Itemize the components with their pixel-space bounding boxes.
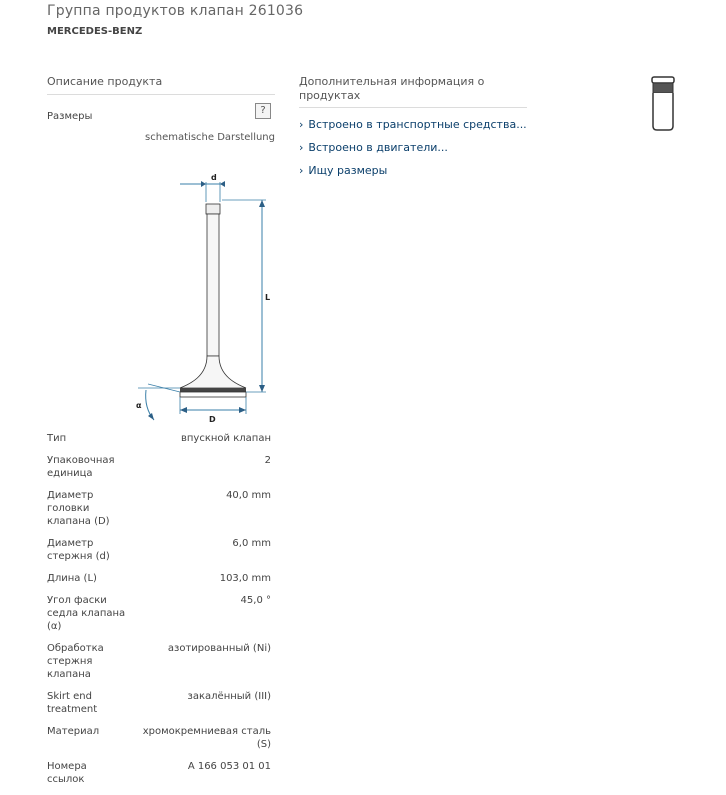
link-search-sizes-label: Ищу размеры xyxy=(308,164,388,177)
link-engines[interactable] xyxy=(299,141,527,154)
link-vehicles[interactable] xyxy=(299,118,527,131)
dimensions-label: Размеры xyxy=(47,111,93,122)
spec-value: закалённый (III) xyxy=(187,691,271,702)
link-engines-label: Встроено в двигатели... xyxy=(308,141,448,154)
spec-table xyxy=(47,432,271,795)
spec-key: Skirt end treatment xyxy=(47,691,98,715)
chevron-right-icon: › xyxy=(299,164,304,177)
spec-row xyxy=(47,489,271,537)
spec-value: 6,0 mm xyxy=(232,538,271,549)
spec-row xyxy=(47,594,271,642)
chevron-right-icon: › xyxy=(299,118,304,131)
valve-thumbnail-icon[interactable] xyxy=(648,74,680,134)
spec-value: 40,0 mm xyxy=(226,490,271,501)
spec-value: A 166 053 01 01 xyxy=(187,761,271,772)
link-search-sizes[interactable] xyxy=(299,164,527,177)
label-d: d xyxy=(211,173,217,182)
spec-key: Номера ссылок xyxy=(47,761,87,785)
spec-key: Упаковочная единица xyxy=(47,455,115,479)
schema-label: schematische Darstellung xyxy=(145,132,275,143)
spec-row xyxy=(47,725,271,760)
spec-row xyxy=(47,572,271,594)
spec-value: впускной клапан xyxy=(181,433,271,444)
spec-key: Материал xyxy=(47,726,100,737)
spec-value: 2 xyxy=(264,455,271,466)
label-alpha: α xyxy=(136,401,142,410)
spec-row xyxy=(47,537,271,572)
spec-key: Длина (L) xyxy=(47,573,97,584)
additional-links xyxy=(299,118,527,177)
link-vehicles-label: Встроено в транспортные средства... xyxy=(308,118,527,131)
product-description-panel xyxy=(47,75,275,143)
chevron-right-icon: › xyxy=(299,141,304,154)
spec-value: азотированный (Ni) xyxy=(167,643,271,654)
spec-row xyxy=(47,454,271,489)
page-title: Группа продуктов клапан 261036 xyxy=(47,3,304,19)
spec-row xyxy=(47,690,271,725)
spec-value: 103,0 mm xyxy=(219,573,271,584)
brand-name: MERCEDES-BENZ xyxy=(47,26,143,37)
label-D: D xyxy=(209,415,216,424)
question-icon[interactable]: ? xyxy=(255,103,271,119)
spec-key: Угол фаски седла клапана (α) xyxy=(47,595,126,632)
spec-value: 45,0 ° xyxy=(240,595,271,606)
spec-row xyxy=(47,642,271,690)
spec-key: Обработка стержня клапана xyxy=(47,643,104,680)
label-L: L xyxy=(265,293,271,302)
spec-key: Тип xyxy=(47,433,67,444)
spec-row xyxy=(47,432,271,454)
valve-schematic xyxy=(130,170,280,430)
additional-info-panel xyxy=(299,75,527,187)
dimensions-row xyxy=(47,103,275,129)
spec-key: Диаметр стержня (d) xyxy=(47,538,110,562)
spec-value: хромокремниевая сталь (S) xyxy=(142,726,271,750)
description-section-title: Описание продукта xyxy=(47,75,275,95)
additional-section-title: Дополнительная информация о продуктах xyxy=(299,75,527,108)
spec-row xyxy=(47,760,271,795)
spec-key: Диаметр головки клапана (D) xyxy=(47,490,110,527)
